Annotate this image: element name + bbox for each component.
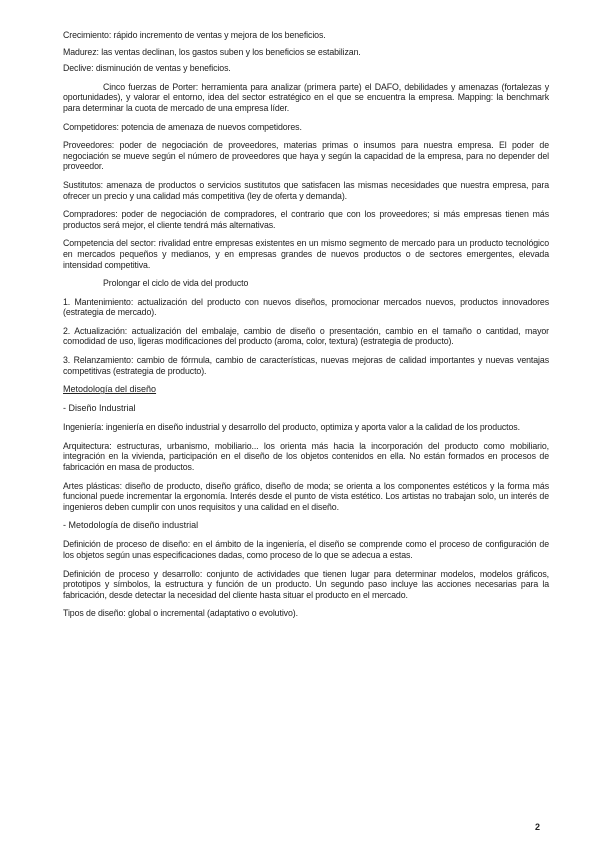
paragraph-plastic-arts: Artes plásticas: diseño de producto, diseño gráfico, diseño de moda; se orienta a los componentes estéticos y la forma más funcional puede incrementar la ergonomía. Interés desde el punto de vista estético. Los artistas no trabajan solo, un interés de ingenieros deben cumplir con unos requisitos y una calidad en el diseño. [63,480,549,512]
paragraph-design-process: Definición de proceso de diseño: en el ámbito de la ingeniería, el diseño se comprende como el proceso de configuración de los objetos según unas especificaciones dadas, como proceso de lo que se adecua a estas. [63,539,549,560]
heading-industrial-methodology: - Metodología de diseño industrial [63,520,199,531]
page-content [63,30,549,627]
paragraph-growth: Crecimiento: rápido incremento de ventas y mejora de los beneficios. [63,30,326,40]
paragraph-relaunch: 3. Relanzamiento: cambio de fórmula, cambio de características, nuevas mejoras de calidad importantes y nuevas ventajas competitivas (estrategia de producto). [63,355,549,376]
page-number: 2 [534,822,540,832]
paragraph-porter: Cinco fuerzas de Porter: herramienta para analizar (primera parte) el DAFO, debilidades y amenazas (fortalezas y oportunidades), y valorar el entorno, idea del sector estratégico en el que se encuentra la empresa. Mapping: la benchmark para determinar la cuota de mercado de una empresa líder. [63,81,549,113]
heading-methodology: Metodología del diseño [63,384,157,395]
paragraph-rivalry: Competencia del sector: rivalidad entre empresas existentes en un mismo segmento de mercado para un producto tecnológico en mercados pequeños y medianos, y en empresas grandes de nuevos productos o de sectores emergentes, elevada intensidad competitiva. [63,238,549,270]
paragraph-substitutes: Sustitutos: amenaza de productos o servicios sustitutos que satisfacen las mismas necesidades que nuestra empresa, para ofrecer un precio y una calidad más competitiva (ley de oferta y demanda). [63,179,549,201]
paragraph-maturity: Madurez: las ventas declinan, los gastos suben y los beneficios se estabilizan. [63,46,361,57]
paragraph-maintenance: 1. Mantenimiento: actualización del producto con nuevos diseños, promocionar mercados nuevos, productos innovadores (estrategia de mercado). [63,296,549,318]
paragraph-architecture: Arquitectura: estructuras, urbanismo, mobiliario... los orienta más hacia la incorporación del producto como mobiliario, integración en la vivienda, participación en el diseño de los objetos contenidos en ella. No están formados en procesos de fabricación en masa de productos. [63,440,549,473]
paragraph-engineering: Ingeniería: ingeniería en diseño industrial y desarrollo del producto, optimiza y aporta valor a la calidad de los productos. [63,422,520,433]
paragraph-update: 2. Actualización: actualización del embalaje, cambio de diseño o presentación, cambio en el tamaño o cantidad, mayor comodidad de uso, ligeras modificaciones del producto (aroma, color, textura) (estrategia de producto). [63,325,549,347]
paragraph-development-process: Definición de proceso y desarrollo: conjunto de actividades que tienen lugar para determinar modelos, modelos gráficos, prototipos y símbolos, la estructura y función de un producto. Un segundo paso incluye las acciones necesarias para la fabricación, desde detectar la necesidad del cliente hasta situar el producto en el mercado. [63,568,549,600]
paragraph-decline: Declive: disminución de ventas y beneficios. [63,63,231,74]
paragraph-buyers: Compradores: poder de negociación de compradores, el contrario que con los proveedores; si más empresas tienen más productos será mejor, el cliente tendrá más alternativas. [63,209,549,230]
paragraph-competitors: Competidores: potencia de amenaza de nuevos competidores. [63,121,302,132]
paragraph-design-types: Tipos de diseño: global o incremental (adaptativo o evolutivo). [63,608,298,619]
heading-industrial-design: - Diseño Industrial [63,403,136,414]
paragraph-suppliers: Proveedores: poder de negociación de proveedores, materias primas o insumos para nuestra empresa. El poder de negociación se mueve según el número de proveedores que haya y según la capacidad de la empresa, para no depender del proveedor. [63,140,549,172]
paragraph-lifecycle-title: Prolongar el ciclo de vida del producto [103,278,249,289]
